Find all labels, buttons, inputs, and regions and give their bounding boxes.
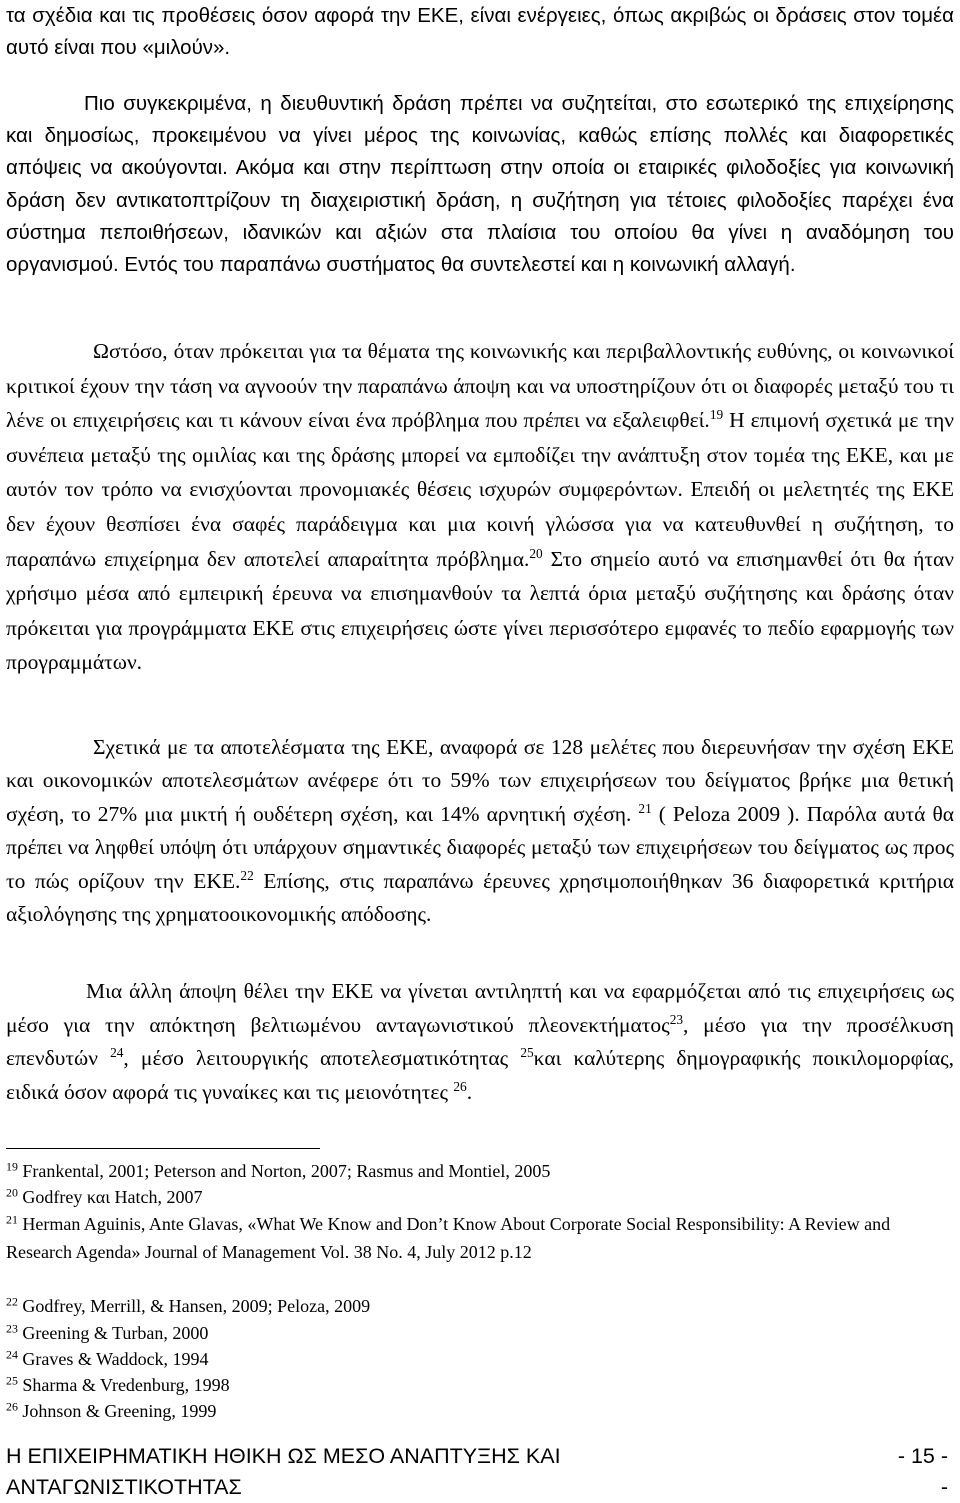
paragraph-managerial-action: Πιο συγκεκριμένα, η διευθυντική δράση πρέπει να συζητείται, στο εσωτερικό της επιχείρησης και δημοσίως, προκειμένου να γίνει μέρος της κοινωνίας, καθώς επίσης πολλές και διαφορετικές απόψεις να ακούγονται. Ακόμα και στην περίπτωση στην οποία οι εταιρικές φιλοδοξίες για κοινωνική δράση δεν αντικατοπτρίζουν τη διαχειριστική δράση, η συζήτηση για τέτοιες φιλοδοξίες παρέχει ένα σύστημα πεποιθήσεων, ιδανικών και αξιών στα πλαίσια του οποίου θα γίνει η αναδόμηση του οργανισμού. Εντός του παραπάνω συστήματος θα συντελεστεί και η κοινωνική αλλαγή.: [6, 92, 954, 277]
paragraph-text: , μέσο για την προσέλκυση επενδυτών: [6, 1012, 954, 1070]
running-footer-title: Η ΕΠΙΧΕΙΡΗΜΑΤΙΚΗ ΗΘΙΚΗ ΩΣ ΜΕΣΟ ΑΝΑΠΤΥΞΗΣ ΚΑΙ ΑΝΤΑΓΩΝΙΣΤΙΚΟΤΗΤΑΣ: [6, 1444, 561, 1499]
footnote-ref-21[interactable]: 21: [638, 800, 652, 816]
page-number-label: - 15 -: [897, 1444, 948, 1468]
footnote-text: Herman Aguinis, Ante Glavas, «What We Know and Don’t Know About Corporate Social Responsibility: A Review and Research Agenda» Journal of Management Vol. 38 No. 4, July 2012 p.12: [6, 1214, 891, 1262]
footnote-20: [6, 1184, 954, 1210]
paragraph-intro-continuation: τα σχέδια και τις προθέσεις όσον αφορά την ΕΚΕ, είναι ενέργειες, όπως ακριβώς οι δράσεις στον τομέα αυτό είναι που «μιλούν».: [6, 4, 954, 59]
paragraph-text: , μέσο λειτουργικής αποτελεσματικότητας: [123, 1046, 521, 1070]
footnote-26: [6, 1398, 954, 1424]
footnote-text: Sharma & Vredenburg, 1998: [17, 1375, 230, 1395]
footnote-ref-19[interactable]: 19: [709, 406, 724, 422]
footnote-19: [6, 1158, 954, 1184]
paragraph-text: Σχετικά με τα αποτελέσματα της ΕΚΕ, αναφορά σε 128 μελέτες που διερευνήσαν την σχέση ΕΚΕ και οικονομικών αποτελεσμάτων ανέφερε ότι το 59% των επιχειρήσεων του δείγματος βρήκε μια θετική σχέση, το 27% μια μικτή ή ουδέτερη σχέση, και 14% αρνητική σχέση.: [6, 735, 954, 826]
footnote-divider: [6, 1148, 320, 1149]
footnote-text: Graves & Waddock, 1994: [17, 1349, 209, 1369]
footnote-number: 22: [6, 1294, 18, 1309]
paragraph-text: και καλύτερης δημογραφικής ποικιλομορφίας, ειδικά όσον αφορά τις γυναίκες και τις μειονότητες: [6, 1046, 955, 1104]
paragraph-social-critics: [6, 334, 954, 680]
paragraph-text: .: [466, 1079, 473, 1104]
paragraph-competitive-advantage: [6, 975, 954, 1109]
footnote-24: [6, 1346, 954, 1372]
paragraph-text: Επίσης, στις παραπάνω έρευνες χρησιμοποιήθηκαν 36 διαφορετικά κριτήρια αξιολόγησης της χρηματοοικονομικής απόδοσης.: [6, 868, 954, 927]
footnote-number: 23: [6, 1321, 18, 1336]
footnote-number: 20: [6, 1185, 18, 1200]
footnote-number: 21: [6, 1212, 18, 1227]
footnote-25: [6, 1372, 954, 1398]
paragraph-text: Ωστόσο, όταν πρόκειται για τα θέματα της κοινωνικής και περιβαλλοντικής ευθύνης, οι κοινωνικοί κριτικοί έχουν την τάση να αγνοούν την παραπάνω άποψη και να υποστηρίζουν ότι οι διαφορές μεταξύ του τι λένε οι επιχειρήσεις και τι κάνουν είναι ένα πρόβλημα που πρέπει να εξαλειφθεί.: [6, 339, 954, 433]
paragraph-text: ( Peloza 2009 ). Παρόλα αυτά θα πρέπει να ληφθεί υπόψη ότι υπάρχουν σημαντικές διαφορές μεταξύ των επιχειρήσεων του δείγματος ως προς το πώς ορίζουν την ΕΚΕ.: [6, 801, 955, 893]
footnote-text: Godfrey και Hatch, 2007: [17, 1187, 203, 1207]
footnote-ref-26[interactable]: 26: [453, 1078, 467, 1094]
footnote-22: [6, 1293, 954, 1319]
footnote-ref-22[interactable]: 22: [240, 867, 254, 883]
footnote-text: Greening & Turban, 2000: [17, 1323, 209, 1343]
footnote-number: 25: [6, 1373, 18, 1388]
paragraph-text: Στο σημείο αυτό να επισημανθεί ότι θα ήταν χρήσιμο μέσα από εμπειρική έρευνα να επισημανθούν τα λεπτά όρια μεταξύ συζήτησης και δράσης όταν πρόκειται για προγράμματα ΕΚΕ στις επιχειρήσεις ώστε γίνει περισσότερο εμφανές το πεδίο εφαρμογής των προγραμμάτων.: [6, 546, 954, 675]
paragraph-text: Η επιμονή σχετικά με την συνέπεια μεταξύ της ομιλίας και της δράσης μπορεί να εμποδίζει την ανάπτυξη στον τομέα της ΕΚΕ, και με αυτόν τον τρόπο να ενισχύονται προνομιακές θέσεις ισχυρών συμφερόντων. Επειδή οι μελετητές της ΕΚΕ δεν έχουν θεσπίσει ένα σαφές παράδειγμα και μια κοινή γλώσσα για να κατευθυνθεί η συζήτηση, το παραπάνω επιχείρημα δεν αποτελεί απαραίτητα πρόβλημα.: [6, 408, 954, 571]
footnote-number: 26: [6, 1399, 18, 1414]
footnote-text: Godfrey, Merrill, & Hansen, 2009; Peloza, 2009: [17, 1296, 371, 1316]
footnote-ref-20[interactable]: 20: [529, 545, 543, 561]
page-number-dash: -: [940, 1475, 948, 1499]
page-number: [898, 1441, 948, 1503]
paragraph-csr-results: [6, 731, 954, 931]
footnote-text: Frankental, 2001; Peterson and Norton, 2007; Rasmus and Montiel, 2005: [17, 1161, 551, 1181]
footnote-text: Johnson & Greening, 1999: [17, 1401, 217, 1421]
footnote-ref-25[interactable]: 25: [520, 1044, 534, 1060]
footnote-ref-23[interactable]: 23: [669, 1011, 684, 1027]
footnote-ref-24[interactable]: 24: [110, 1044, 124, 1060]
footnote-number: 19: [6, 1159, 18, 1174]
paragraph-text: Μια άλλη άποψη θέλει την ΕΚΕ να γίνεται αντιληπτή και να εφαρμόζεται από τις επιχειρήσεις ως μέσο για την απόκτηση βελτιωμένου ανταγωνιστικού πλεονεκτήματος: [6, 979, 954, 1037]
footnote-number: 24: [6, 1347, 18, 1362]
footnote-21: [6, 1210, 954, 1266]
footnote-23: [6, 1320, 954, 1346]
